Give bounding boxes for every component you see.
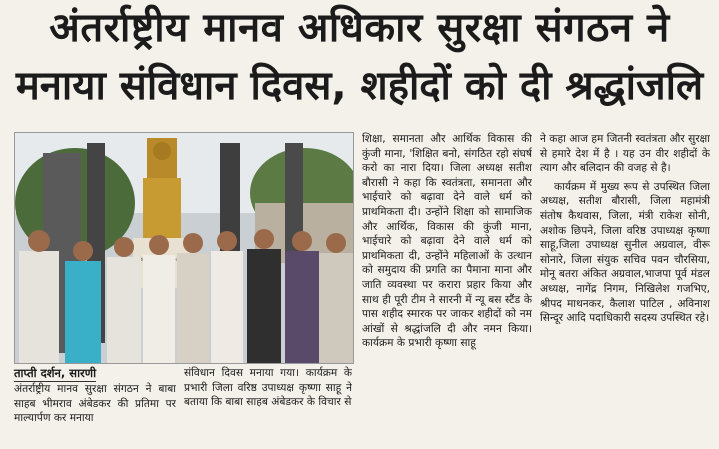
- column-4-paragraph-2: कार्यक्रम में मुख्य रूप से उपस्थित जिला अध्यक्ष, सतीश बौरासी, जिला महामंत्री संतोष कैथवास, जिला, मंत्री राकेश सोनी, अशोक छिपने, जिला वरिष्ठ उपाध्यक्ष कृष्णा साहू,जिला उपाध्यक्ष सुनील अग्रवाल, वीरू सोनारे, जिला संयुक सचिव पवन चौरसिया, मोनू बतरा अंकित अग्रवाल,भाजपा पूर्व मंडल अध्यक्ष, नागेंद्र निगम, निखिलेश गजभिए, श्रीपद माथनकर, कैलाश पाटिल , अविनाश सिन्दूर आदि पदाधिकारी सदस्य उपस्थित रहे।: [540, 180, 710, 325]
- article-column-4: [540, 132, 710, 442]
- headline-line-1: अंतर्राष्ट्रीय मानव अधिकार सुरक्षा संगठन ने: [49, 5, 670, 51]
- column-4-paragraph-1: ने कहा आज हम जितनी स्वतंत्रता और सुरक्षा से हमारे देश में है । यह उन वीर शहीदों के त्याग और बलिदान की वजह से है।: [540, 133, 710, 175]
- article-column-2: [184, 366, 352, 442]
- column-1-text: अंतर्राष्ट्रीय मानव सुरक्षा संगठन ने बाबा साहब भीमराव अंबेडकर की प्रतिमा पर माल्यार्पण कर मनाया: [14, 383, 176, 425]
- column-2-text: संविधान दिवस मनाया गया। कार्यक्रम के प्रभारी जिला वरिष्ठ उपाध्यक्ष कृष्णा साहू ने बताया कि बाबा साहब अंबेडकर के विचार से: [184, 367, 352, 409]
- news-photo: [14, 132, 354, 364]
- headline-line-2: मनाया संविधान दिवस, शहीदों को दी श्रद्धांजलि: [15, 63, 704, 109]
- column-3-text: शिक्षा, समानता और आर्थिक विकास की कुंजी माना, 'शिक्षित बनो, संगठित रहो संघर्ष करो का नारा दिया। जिला अध्यक्ष सतीश बौरासी ने कहा कि स्वतंत्रता, समानता और भाईचारे को बढ़ावा देने वाले धर्म को प्राथमिकता दी। उन्होंने शिक्षा को सामाजिक और आर्थिक, विकास की कुंजी माना, भाईचारे को बढ़ावा देने वाले धर्म को प्राथमिकता दी, उन्होंने महिलाओं के उत्थान को समुदाय की प्रगति का पैमाना माना और जाति व्यवस्था पर करारा प्रहार किया और साथ ही पूरी टीम ने सारनी में न्यू बस स्टैंड के पास शहीद स्मारक पर जाकर शहीदों को नम आंखों से श्रद्धांजलि दी और नमन किया। कार्यक्रम के प्रभारी कृष्णा साहू: [362, 133, 532, 350]
- article-column-3: [362, 132, 532, 442]
- byline: ताप्ती दर्शन, सारणी: [14, 366, 97, 380]
- article-column-1: [14, 382, 176, 442]
